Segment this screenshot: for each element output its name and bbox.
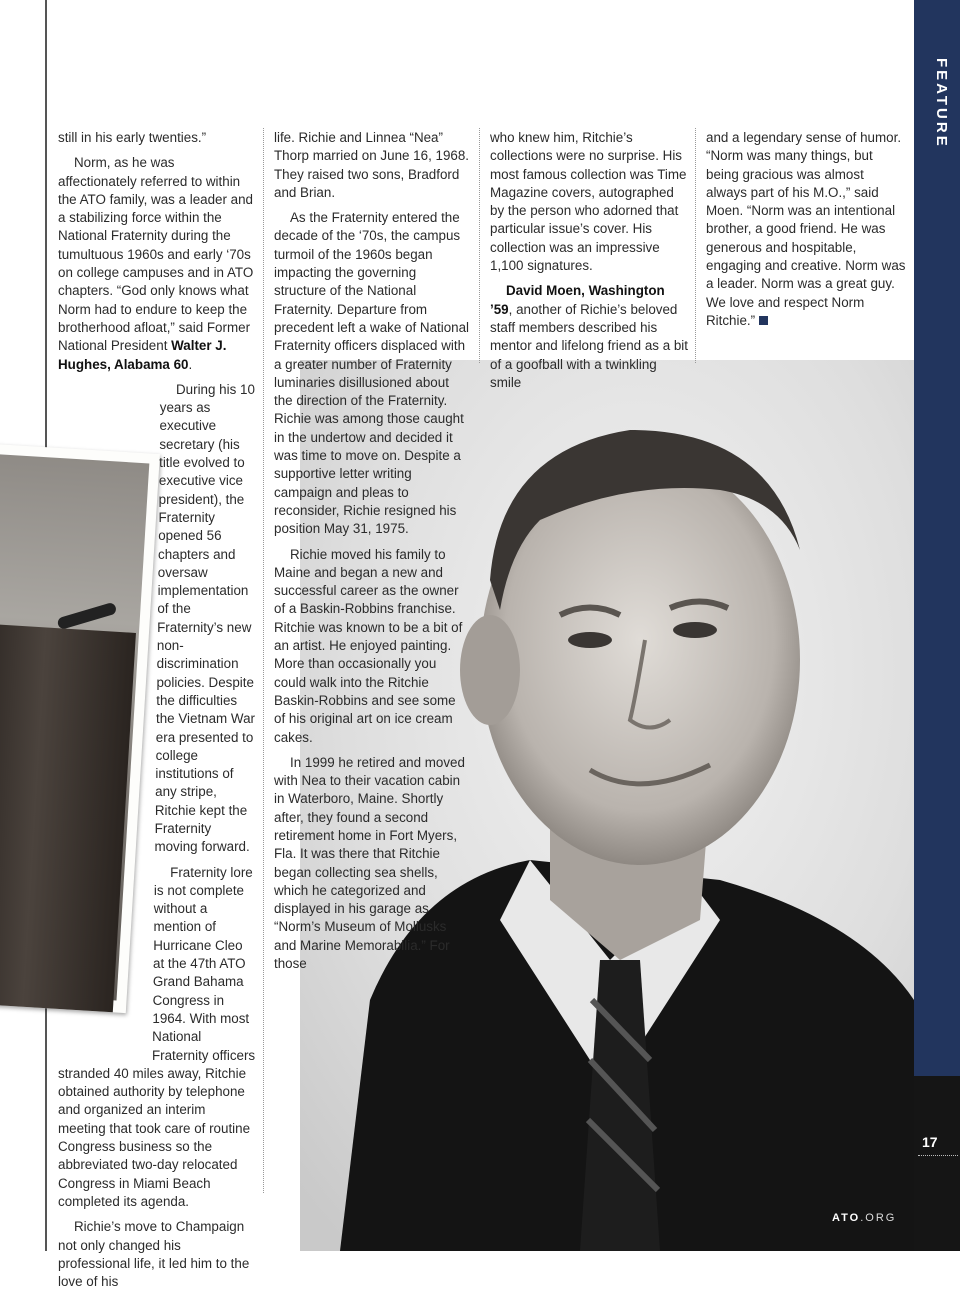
section-label: FEATURE [933,58,950,149]
paragraph: who knew him, Ritchie’s collections were no surprise. His most famous collection was Time Magazine covers, autographed by the person who adorned that particular issue’s cover. His collection was an impressive 1,100 signatures. [490,130,687,274]
page-number: 17 [922,1134,938,1150]
paragraph: In 1999 he retired and moved with Nea to their vacation cabin in Waterboro, Maine. Shortly after, they found a second retirement home in Fort Myers, Fla. It was there that Ritchie began collecting sea shells, which he categorized and displayed in his garage as “Norm’s Museum of Mollusks and Marine Memorabilia.” For those [274,754,465,972]
paragraph: life. Richie and Linnea “Nea” Thorp married on June 16, 1968. They raised two sons, Bradford and Brian. [274,130,470,200]
article-column-4 [706,129,906,337]
site-url: ATO.ORG [832,1212,897,1224]
column-divider [695,128,696,363]
person-name: Walter J. Hughes, Alabama 60 [58,338,227,372]
article-column-2 [274,129,470,980]
page-number-rule [918,1155,958,1156]
end-mark-icon [759,316,768,325]
paragraph: Richie’s move to Champaign not only changed his professional life, it led him to the love of his [58,1219,250,1290]
column-divider [479,128,480,363]
paragraph: As the Fraternity entered the decade of the ‘70s, the campus turmoil of the 1960s began impacting the governing structure of the National Fraternity. Departure from precedent left a wake of National Fraternity officers displaced with a greater number of Fraternity luminaries disillusioned about the direction of the Fraternity. Richie was among those caught in the undertow and decided it was time to move on. Despite a supportive letter writing campaign and pleas to reconsider, Richie resigned his position May 31, 1975. [274,210,470,537]
column-divider [263,128,264,1193]
footer-band [914,1076,960,1251]
paragraph: Norm, as he was affectionately referred to within the ATO family, was a leader and a stabilizing force within the National Fraternity during the tumultuous 1960s and early ‘70s on college campuses and in ATO chapters. “God only knows what Norm had to endure to keep the brotherhood afloat,” said Former National President Walter J. Hughes, Alabama 60. [58,155,254,372]
paragraph: During his 10 years as executive secretary (his title evolved to executive vice president), the Fraternity opened 56 chapters and oversaw implementation of the Fraternity’s new non-discrimination policies. Despite the difficulties the Vietnam War era presented to college institutions of any stripe, Ritchie kept the Fraternity moving forward. [154,381,255,855]
article-column-3 [490,129,688,399]
paragraph: Fraternity lore is not complete without a mention of Hurricane Cleo at the 47th ATO Grand Bahama Congress in 1964. With most National Fraternity officers stranded 40 miles away, Ritchie obtained authority by telephone and organized an interim meeting that took care of routine Congress business so the abbreviated two-day relocated Congress in Miami Beach completed its agenda. [58,864,256,1209]
paragraph: still in his early twenties.” [58,130,207,145]
paragraph: Richie moved his family to Maine and began a new and successful career as the owner of a Baskin-Robbins franchise. Ritchie was known to be a bit of an artist. He enjoyed painting. More than occasionally you could walk into the Ritchie Baskin-Robbins and see some of his original art on ice cream cakes. [274,546,463,745]
paragraph: and a legendary sense of humor. “Norm was many things, but being gracious was almost always part of his M.O.,” said Moen. “Norm was an intentional brother, a good friend. He was generous and hospitable, engaging and creative. Norm was a leader. Norm was a great guy. We love and respect Norm Ritchie.” [706,130,906,328]
article-column-1 [58,129,256,1298]
person-name: David Moen, Washington ’59 [490,283,665,317]
paragraph: David Moen, Washington ’59, another of Richie’s beloved staff members described his mentor and lifelong friend as a bit of a goofball with a twinkling smile [490,283,689,390]
